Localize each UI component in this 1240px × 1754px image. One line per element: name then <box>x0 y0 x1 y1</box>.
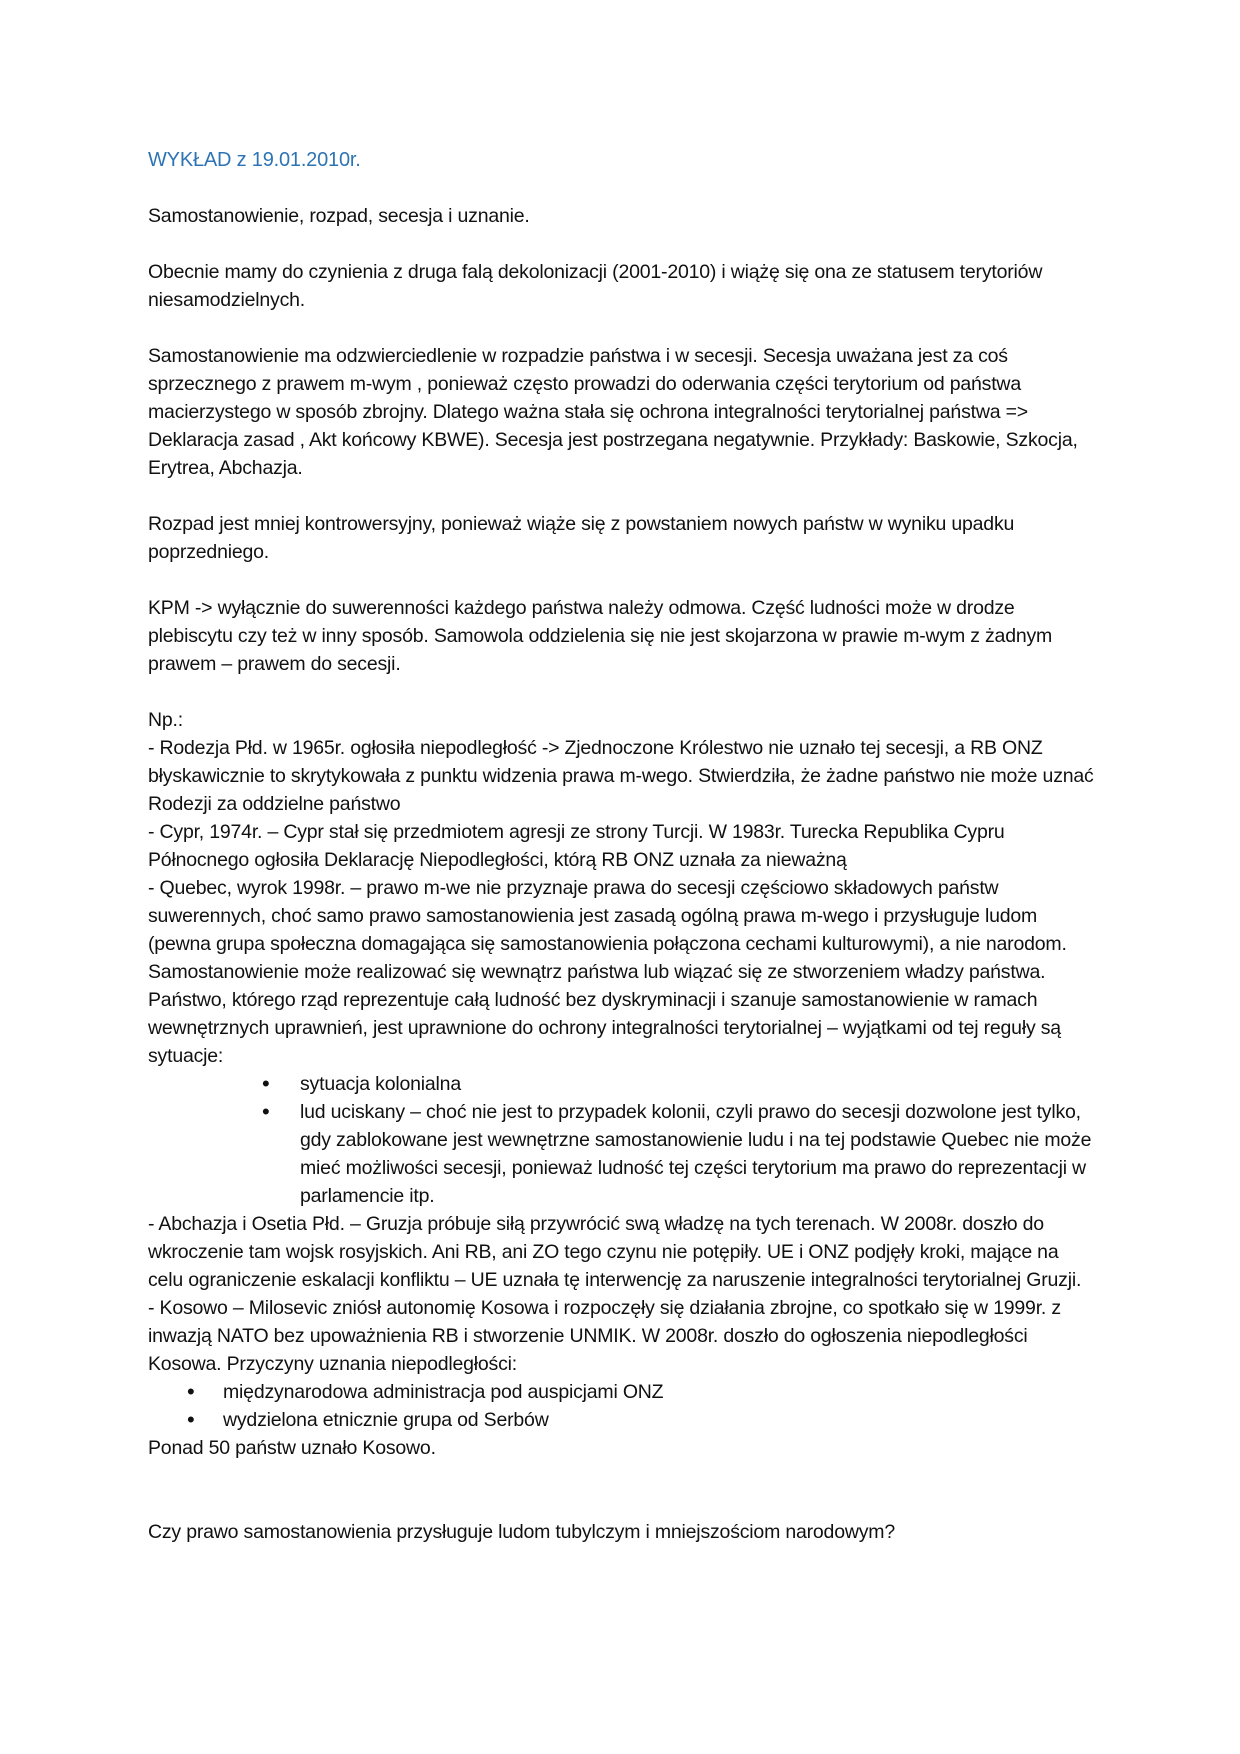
paragraph-kpm: KPM -> wyłącznie do suwerenności każdego państwa należy odmowa. Część ludności może w drodze plebiscytu czy też w inny sposób. Samowola oddzielenia się nie jest skojarzona w prawie m-wym z żadnym prawem – prawem do secesji. <box>148 597 1053 675</box>
example-cypr: - Cypr, 1974r. – Cypr stał się przedmiotem agresji ze strony Turcji. W 1983r. Turecka Republika Cypru Północnego ogłosiła Deklarację Niepodległości, którą RB ONZ uznała za nieważną <box>148 821 1005 871</box>
lecture-heading: WYKŁAD z 19.01.2010r. <box>148 149 361 171</box>
kosowo-recognition-count: Ponad 50 państw uznało Kosowo. <box>148 1437 436 1459</box>
paragraph-secession: Samostanowienie ma odzwierciedlenie w rozpadzie państwa i w secesji. Secesja uważana jest za coś sprzecznego z prawem m-wym , ponieważ często prowadzi do oderwania części terytorium od państwa macierzystego w sposób zbrojny. Dlatego ważna stała się ochrona integralności terytorialnej państwa => Deklaracja zasad , Akt końcowy KBWE). Secesja jest postrzegana negatywnie. Przykłady: Baskowie, Szkocja, Erytrea, Abchazja. <box>148 345 1078 479</box>
paragraph-topic: Samostanowienie, rozpad, secesja i uznanie. <box>148 205 530 227</box>
list-item: • lud uciskany – choć nie jest to przypadek kolonii, czyli prawo do secesji dozwolone jest tylko, gdy zablokowane jest wewnętrzne samostanowienie ludu i na tej podstawie Quebec nie może mieć możliwości secesji, ponieważ ludność tej części terytorium ma prawo do reprezentacji w parlamencie itp. <box>300 1098 1098 1210</box>
paragraph-dissolution: Rozpad jest mniej kontrowersyjny, ponieważ wiąże się z powstaniem nowych państw w wyniku upadku poprzedniego. <box>148 513 1015 563</box>
document-body <box>148 146 1098 1574</box>
example-kosowo: - Kosowo – Milosevic zniósł autonomię Kosowa i rozpoczęły się działania zbrojne, co spotkało się w 1999r. z inwazją NATO bez upoważnienia RB i stworzenie UNMIK. W 2008r. doszło do ogłoszenia niepodległości Kosowa. Przyczyny uznania niepodległości: <box>148 1297 1061 1375</box>
paragraph-decolonization: Obecnie mamy do czynienia z druga falą dekolonizacji (2001-2010) i wiążę się ona ze statusem terytoriów niesamodzielnych. <box>148 261 1043 311</box>
example-abchazja: - Abchazja i Osetia Płd. – Gruzja próbuje siłą przywrócić swą władzę na tych terenach. W 2008r. doszło do wkroczenie tam wojsk rosyjskich. Ani RB, ani ZO tego czynu nie potępiły. UE i ONZ podjęły kroki, mające na celu ograniczenie eskalacji konfliktu – UE uznała tę interwencję za naruszenie integralności terytorialnej Gruzji. <box>148 1213 1082 1291</box>
example-rodezja: - Rodezja Płd. w 1965r. ogłosiła niepodległość -> Zjednoczone Królestwo nie uznało tej secesji, a RB ONZ błyskawicznie to skrytykowała z punktu widzenia prawa m-wego. Stwierdziła, że żadne państwo nie może uznać Rodezji za oddzielne państwo <box>148 737 1094 815</box>
example-quebec: - Quebec, wyrok 1998r. – prawo m-we nie przyznaje prawa do secesji częściowo składowych państw suwerennych, choć samo prawo samostanowienia jest zasadą ogólną prawa m-wego i przysługuje ludom (pewna grupa społeczna domagająca się samostanowienia połączona cechami kulturowymi), a nie narodom. Samostanowienie może realizować się wewnątrz państwa lub wiązać się ze stworzeniem władzy państwa. Państwo, którego rząd reprezentuje całą ludność bez dyskryminacji i szanuje samostanowienie w ramach wewnętrznych uprawnień, jest uprawnione do ochrony integralności terytorialnej – wyjątkami od tej reguły są sytuacje: <box>148 877 1067 1067</box>
examples-intro: Np.: <box>148 709 183 731</box>
list-item: • międzynarodowa administracja pod auspicjami ONZ <box>223 1378 1098 1406</box>
list-item: • wydzielona etnicznie grupa od Serbów <box>223 1406 1098 1434</box>
examples-section <box>148 706 1098 1462</box>
kosowo-reasons-list <box>223 1378 1098 1434</box>
closing-question: Czy prawo samostanowienia przysługuje ludom tubylczym i mniejszościom narodowym? <box>148 1521 895 1543</box>
quebec-exceptions-list <box>300 1070 1098 1210</box>
list-item: • sytuacja kolonialna <box>300 1070 1098 1098</box>
